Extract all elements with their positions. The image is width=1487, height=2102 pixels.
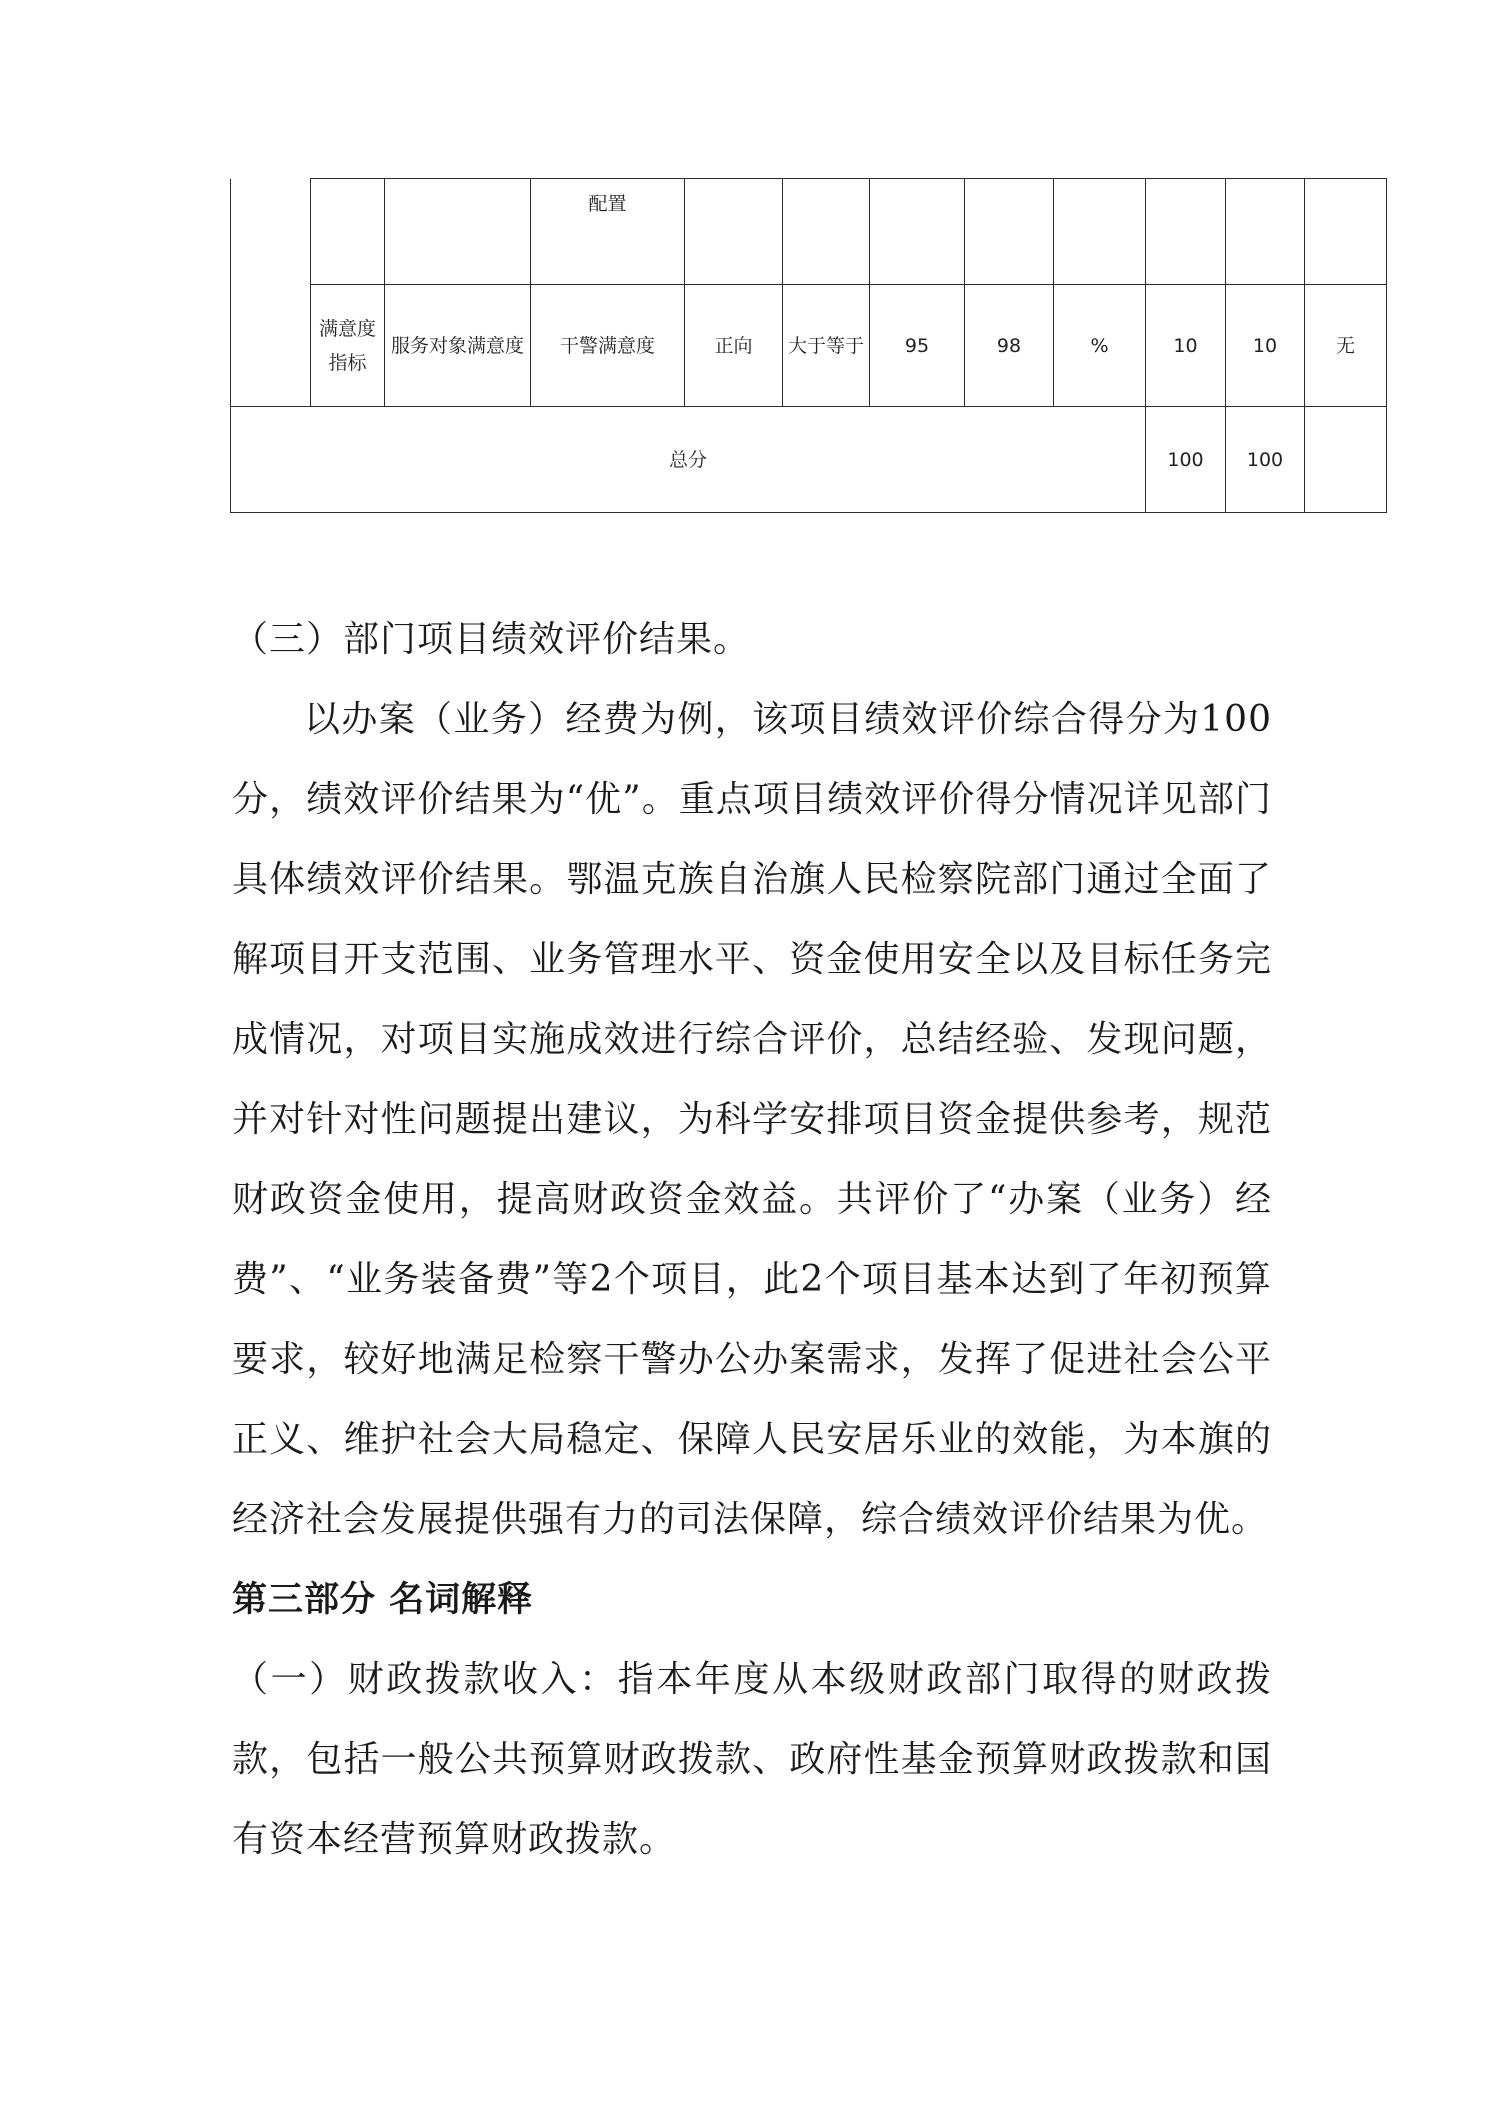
table-cell-direction: 正向 xyxy=(685,285,783,407)
document-body xyxy=(232,600,1272,1880)
table-cell-indicator: 干警满意度 xyxy=(531,285,685,407)
table-cell xyxy=(1146,179,1226,285)
section3-title: （三）部门项目绩效评价结果。 xyxy=(232,619,751,660)
performance-table xyxy=(230,178,1387,513)
table-row-total xyxy=(231,407,1387,513)
table-row-satisfaction xyxy=(231,285,1387,407)
table-cell-score: 10 xyxy=(1226,285,1305,407)
table-cell-total-score: 100 xyxy=(1226,407,1305,513)
table-cell-operator: 大于等于 xyxy=(783,285,870,407)
table-cell xyxy=(1054,179,1146,285)
table-cell-note: 无 xyxy=(1305,285,1387,407)
table-cell-actual: 98 xyxy=(965,285,1054,407)
table-cell xyxy=(385,179,531,285)
table-cell-indicator: 配置 xyxy=(531,179,685,285)
table-cell-target: 95 xyxy=(870,285,965,407)
term-1-paragraph: （一）财政拨款收入：指本年度从本级财政部门取得的财政拨款，包括一般公共预算财政拨款、政府性基金预算财政拨款和国有资本经营预算财政拨款。 xyxy=(232,1659,1272,1860)
table-cell xyxy=(870,179,965,285)
table-cell-unit: % xyxy=(1054,285,1146,407)
table-cell xyxy=(1305,179,1387,285)
table-cell xyxy=(1226,179,1305,285)
table-cell xyxy=(1305,407,1387,513)
part3-heading: 第三部分 名词解释 xyxy=(232,1580,534,1620)
table-cell-level2: 服务对象满意度 xyxy=(385,285,531,407)
table-cell xyxy=(311,179,385,285)
table-cell-level1: 满意度指标 xyxy=(311,285,385,407)
section3-paragraph: 以办案（业务）经费为例，该项目绩效评价综合得分为100分，绩效评价结果为“优”。重点项目绩效评价得分情况详见部门具体绩效评价结果。鄂温克族自治旗人民检察院部门通过全面了解项目开支范围、业务管理水平、资金使用安全以及目标任务完成情况，对项目实施成效进行综合评价，总结经验、发现问题，并对针对性问题提出建议，为科学安排项目资金提供参考，规范财政资金使用，提高财政资金效益。共评价了“办案（业务）经费”、“业务装备费”等2个项目，此2个项目基本达到了年初预算要求，较好地满足检察干警办公办案需求，发挥了促进社会公平 正义、维护社会大局稳定、保障人民安居乐业的效能，为本旗的经济社会发展提供强有力的司法保障，综合绩效评价结果为优。 xyxy=(232,699,1272,1540)
table-cell-blank xyxy=(231,179,311,407)
table-cell xyxy=(685,179,783,285)
table-cell xyxy=(783,179,870,285)
table-cell-total-label: 总分 xyxy=(231,407,1146,513)
table-cell-total-weight: 100 xyxy=(1146,407,1226,513)
table-cell xyxy=(965,179,1054,285)
table-row-top xyxy=(231,179,1387,285)
table-cell-weight: 10 xyxy=(1146,285,1226,407)
